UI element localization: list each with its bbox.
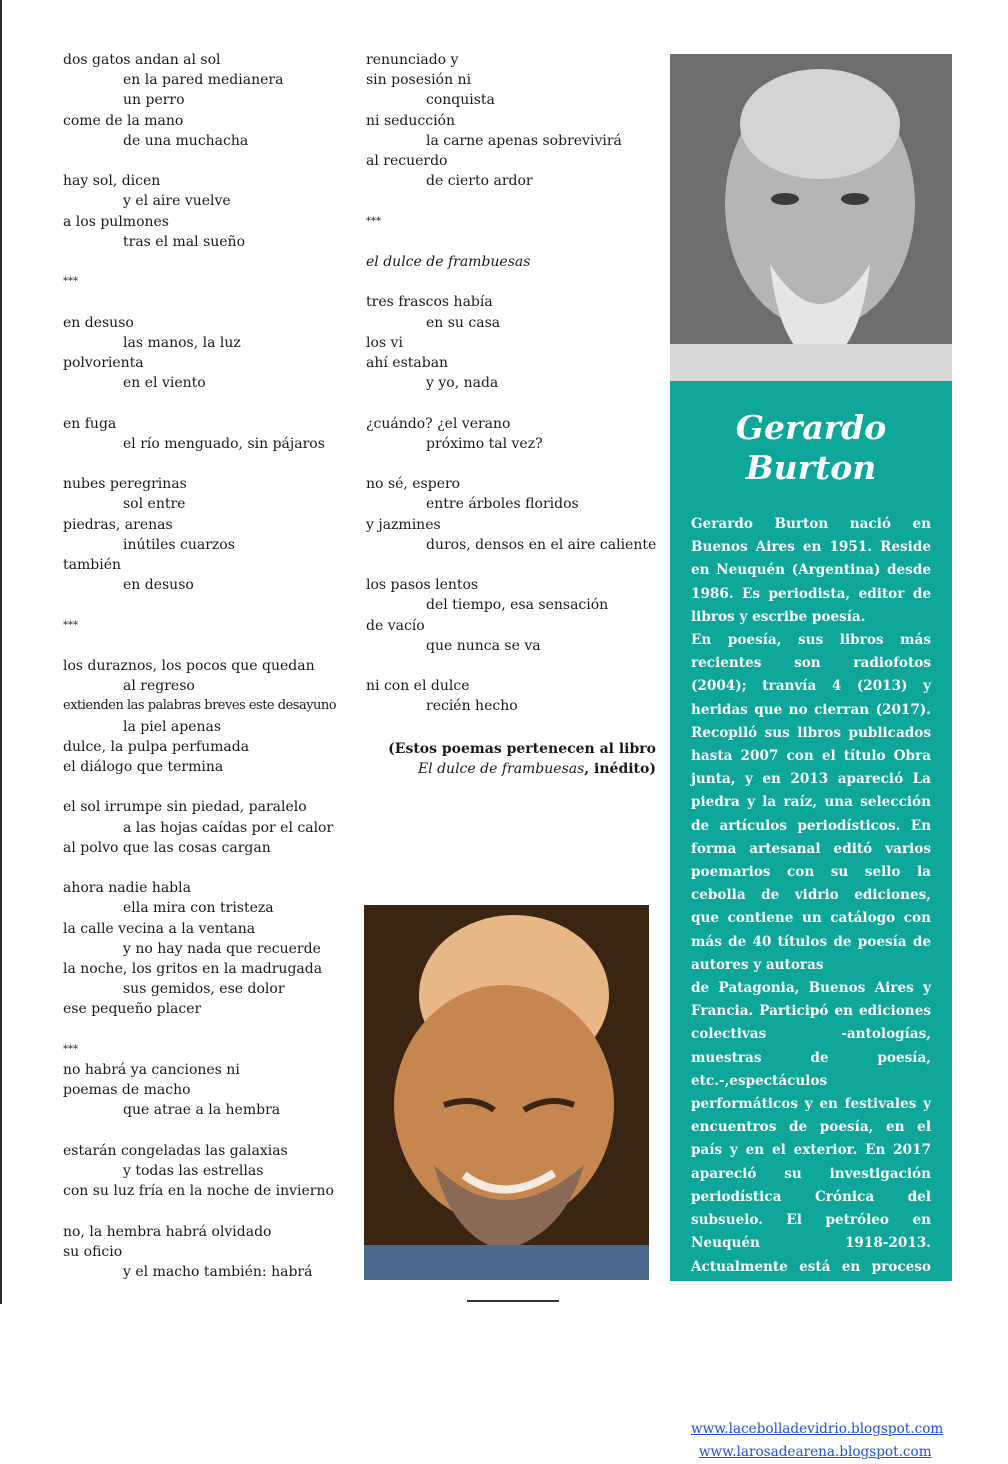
poem-line: en la pared medianera: [123, 72, 284, 89]
poem-line: ahora nadie habla: [63, 880, 191, 897]
stanza-gap: [63, 1201, 348, 1221]
stanza-gap: [63, 777, 348, 797]
section-separator: ***: [63, 619, 78, 631]
poem-line: nubes peregrinas: [63, 476, 187, 493]
stanza-gap: [366, 555, 656, 575]
poem-line: ahí estaban: [366, 355, 449, 371]
poem-line: a los pulmones: [63, 213, 169, 230]
stanza-gap: [366, 232, 656, 252]
credit-tail: , inédito): [584, 760, 656, 777]
author-name: Gerardo Burton: [735, 408, 887, 487]
poem-line: y yo, nada: [426, 375, 499, 392]
stanza-gap: [63, 292, 348, 312]
poem-line: próximo tal vez?: [426, 435, 543, 452]
poem-line: de cierto ardor: [426, 173, 533, 190]
poem-line: que nunca se va: [426, 637, 541, 654]
author-bio: [691, 513, 944, 1464]
stanza-gap: [366, 272, 656, 292]
author-smiling-photo: [364, 905, 649, 1280]
poem-line: y el aire vuelve: [123, 193, 231, 210]
bio-paragraph: En poesía, sus libros más recientes son radiofotos (2004); tranvía 4 (2013) y heridas que no cierran (2017). Recopiló sus libros publicados hasta 2007 con el título Obra junta, y en 2013 apareció La piedra y la raíz, una selección de artículos periodísticos. En forma artesanal editó varios poemarios con su sello la cebolla de vidrio ediciones, que contiene un catálogo con más de 40 títulos de poesía de autores y autoras: [691, 632, 931, 973]
poem-line: ese pequeño placer: [63, 1001, 202, 1018]
poem-title: el dulce de frambuesas: [366, 254, 531, 270]
poem-line: los vi: [366, 334, 403, 351]
poem-line: el diálogo que termina: [63, 759, 224, 775]
poem-line: en desuso: [63, 314, 134, 331]
poem-line: en fuga: [63, 415, 117, 432]
poem-line: y no hay nada que recuerde: [123, 940, 321, 957]
section-separator: ***: [366, 215, 381, 227]
poem-line: la piel apenas: [123, 718, 222, 735]
poem-line: no habrá ya canciones ni: [63, 1062, 240, 1078]
stanza-gap: [63, 595, 348, 615]
poem-line: al regreso: [123, 678, 195, 695]
smiling-portrait-illustration: [364, 905, 649, 1280]
stanza-gap: [366, 191, 656, 211]
credit-book-title: El dulce de frambuesas: [417, 760, 585, 777]
stanza-gap: [63, 393, 348, 413]
poem-line: con su luz fría en la noche de invierno: [63, 1183, 334, 1200]
poem-lines: [366, 50, 656, 717]
page-edge-line: [0, 0, 2, 1304]
poem-line: no sé, espero: [366, 476, 461, 493]
stanza-gap: [63, 636, 348, 656]
poem-line: también: [63, 557, 121, 573]
credit-line: (Estos poemas pertenecen al libro: [388, 740, 656, 757]
page-footer-rule: [467, 1300, 559, 1302]
poem-line: dulce, la pulpa perfumada: [63, 738, 250, 755]
poem-line: un perro: [123, 92, 185, 109]
poem-line: hay sol, dicen: [63, 173, 161, 190]
section-separator: ***: [63, 276, 78, 288]
poem-line: entre árboles floridos: [426, 496, 579, 513]
author-portrait-photo: [670, 54, 952, 381]
poem-line: el sol irrumpe sin piedad, paralelo: [63, 799, 307, 816]
poem-line: ni seducción: [366, 112, 455, 129]
poem-column-left: [63, 50, 348, 1282]
poem-line: tras el mal sueño: [123, 233, 245, 250]
poem-line: come de la mano: [63, 112, 184, 129]
poem-line: y jazmines: [366, 516, 441, 533]
poem-line: del tiempo, esa sensación: [426, 597, 609, 614]
poem-line: duros, densos en el aire caliente: [426, 536, 657, 553]
poem-line: y el macho también: habrá: [123, 1264, 313, 1280]
bio-paragraph: Gerardo Burton nació en Buenos Aires en 1951. Reside en Neuquén (Argentina) desde 1986. Es periodista, editor de libros y escribe poesía.: [691, 516, 931, 625]
section-separator: ***: [63, 1043, 78, 1055]
portrait-illustration: [670, 54, 952, 381]
poem-line: en desuso: [123, 577, 194, 594]
poem-line: y todas las estrellas: [123, 1163, 264, 1179]
stanza-gap: [63, 858, 348, 878]
stanza-gap: [63, 1121, 348, 1141]
poem-line: sol entre: [123, 496, 186, 513]
poem-line: ella mira con tristeza: [123, 900, 274, 917]
stanza-gap: [63, 1020, 348, 1040]
blog-link-lacebolla[interactable]: www.lacebolladevidrio.blogspot.com: [691, 1420, 944, 1437]
poem-line: de vacío: [366, 617, 425, 634]
poem-line: de una muchacha: [123, 132, 249, 149]
stanza-gap: [63, 454, 348, 474]
poem-line: a las hojas caídas por el calor: [123, 819, 334, 836]
poem-line: en el viento: [123, 375, 206, 392]
poem-line: recién hecho: [426, 698, 518, 715]
poem-line: no, la hembra habrá olvidado: [63, 1223, 272, 1240]
poem-line: tres frascos había: [366, 294, 493, 311]
poem-line: la calle vecina a la ventana: [63, 920, 256, 937]
poem-line: conquista: [426, 92, 495, 109]
poem-line: sus gemidos, ese dolor: [123, 981, 285, 998]
stanza-gap: [366, 656, 656, 676]
poem-line: el río menguado, sin pájaros: [123, 435, 325, 452]
poem-line: polvorienta: [63, 355, 144, 371]
poem-line: los duraznos, los pocos que quedan: [63, 657, 315, 674]
poem-column-middle: [366, 50, 656, 779]
poem-line: sin posesión ni: [366, 72, 472, 89]
poem-line: extienden las palabras breves este desayuno: [63, 698, 337, 714]
poem-line: al recuerdo: [366, 153, 448, 170]
link-joiner: y: [691, 1444, 699, 1461]
author-bio-panel: [670, 381, 952, 1461]
stanza-gap: [63, 151, 348, 171]
poem-line: al polvo que las cosas cargan: [63, 839, 271, 856]
stanza-gap: [366, 454, 656, 474]
poem-line: renunciado y: [366, 52, 459, 68]
poem-line: los pasos lentos: [366, 577, 479, 594]
blog-link-larosa[interactable]: www.larosadearena.blogspot.com: [698, 1444, 932, 1461]
poem-line: las manos, la luz: [123, 334, 241, 351]
poem-line: ni con el dulce: [366, 678, 470, 695]
poem-line: que atrae a la hembra: [123, 1102, 281, 1119]
stanza-gap: [366, 393, 656, 413]
stanza-gap: [63, 252, 348, 272]
poem-line: estarán congeladas las galaxias: [63, 1142, 288, 1159]
poem-line: ¿cuándo? ¿el verano: [366, 415, 511, 432]
poem-line: inútiles cuarzos: [123, 536, 235, 553]
bio-links: [691, 1418, 944, 1464]
book-credit: [366, 739, 656, 779]
poem-line: la carne apenas sobrevivirá: [426, 132, 622, 149]
poem-line: la noche, los gritos en la madrugada: [63, 961, 323, 977]
bio-paragraph: de Patagonia, Buenos Aires y Francia. Participó en ediciones colectivas -antologías, muestras de poesía, etc.-,espectáculos performáticos y en festivales y encuentros de poesía, en el país y en el exterior. En 2017 apareció su investigación periodística Crónica del subsuelo. El petróleo en Neuquén 1918-2013. Actualmente está en proceso de edición su libro cantares de junio, con poemas sobre los bombardeos de Plaza de Mayo el 16 de junio de 1955. Aprende pintura y gestiona los sitios:: [691, 980, 931, 1414]
poem-line: en su casa: [426, 314, 501, 331]
poem-line: dos gatos andan al sol: [63, 52, 221, 68]
poem-line: su oficio: [63, 1243, 123, 1260]
poem-line: piedras, arenas: [63, 516, 173, 533]
poem-line: poemas de macho: [63, 1082, 191, 1099]
